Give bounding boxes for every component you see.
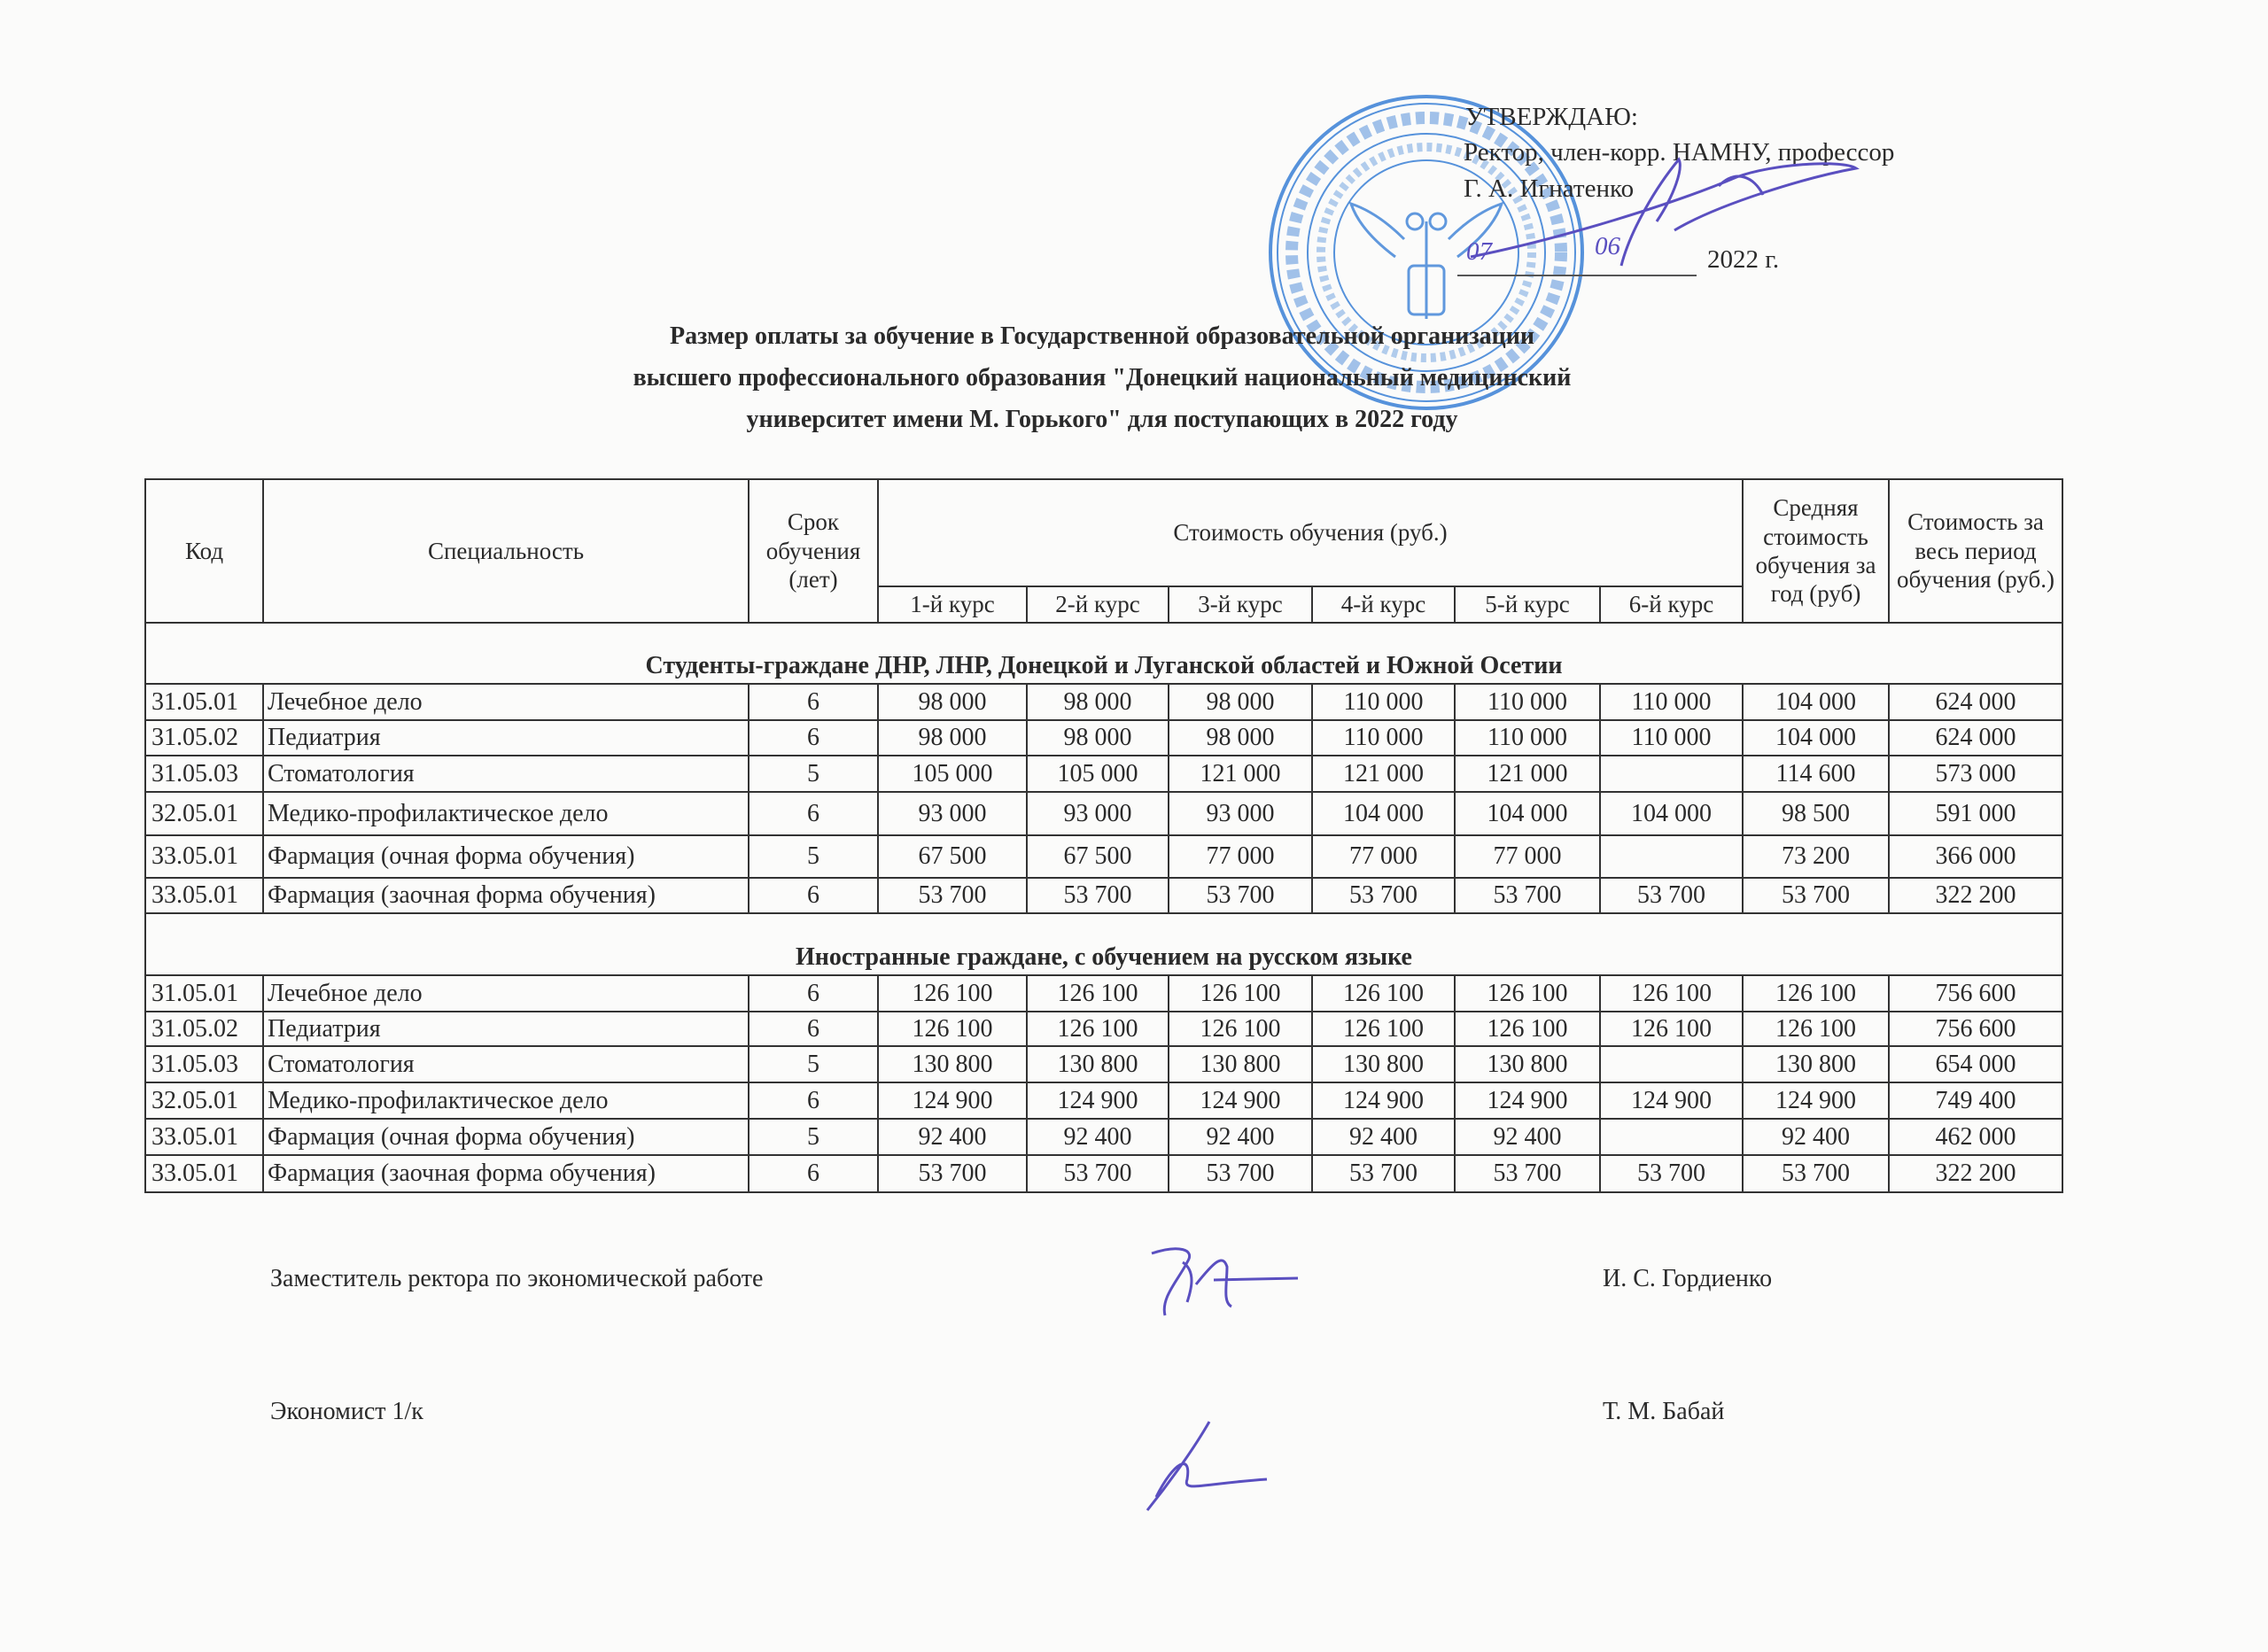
cell-code: 32.05.01 bbox=[145, 1082, 263, 1119]
header-cost-group: Стоимость обучения (руб.) bbox=[878, 479, 1743, 586]
cell-total-cost: 624 000 bbox=[1889, 720, 2062, 756]
cell-course-2-cost: 53 700 bbox=[1027, 1155, 1169, 1192]
table-row bbox=[145, 792, 2062, 835]
cell-duration: 6 bbox=[749, 1012, 878, 1046]
cell-course-1-cost: 92 400 bbox=[878, 1119, 1027, 1155]
cell-average-cost: 92 400 bbox=[1743, 1119, 1889, 1155]
rector-signature bbox=[1453, 142, 1869, 283]
approval-name: Г. А. Игнатенко bbox=[1464, 175, 1635, 203]
cell-duration: 5 bbox=[749, 756, 878, 792]
cell-course-3-cost: 130 800 bbox=[1169, 1046, 1312, 1082]
cell-average-cost: 98 500 bbox=[1743, 792, 1889, 835]
cell-course-3-cost: 121 000 bbox=[1169, 756, 1312, 792]
cell-course-3-cost: 126 100 bbox=[1169, 975, 1312, 1012]
cell-total-cost: 756 600 bbox=[1889, 1012, 2062, 1046]
cell-course-6-cost bbox=[1600, 1119, 1743, 1155]
cell-specialty: Лечебное дело bbox=[263, 684, 749, 720]
cell-average-cost: 124 900 bbox=[1743, 1082, 1889, 1119]
cell-duration: 6 bbox=[749, 684, 878, 720]
cell-course-1-cost: 53 700 bbox=[878, 1155, 1027, 1192]
table-row bbox=[145, 684, 2062, 720]
cell-course-3-cost: 126 100 bbox=[1169, 1012, 1312, 1046]
cell-course-3-cost: 93 000 bbox=[1169, 792, 1312, 835]
signatory-2-name: Т. М. Бабай bbox=[1603, 1398, 1725, 1425]
cell-course-4-cost: 130 800 bbox=[1312, 1046, 1455, 1082]
cell-total-cost: 573 000 bbox=[1889, 756, 2062, 792]
cell-course-4-cost: 124 900 bbox=[1312, 1082, 1455, 1119]
cell-average-cost: 104 000 bbox=[1743, 684, 1889, 720]
cell-specialty: Стоматология bbox=[263, 756, 749, 792]
cell-average-cost: 130 800 bbox=[1743, 1046, 1889, 1082]
approval-date-year: 2022 г. bbox=[1707, 245, 1780, 274]
cell-course-2-cost: 105 000 bbox=[1027, 756, 1169, 792]
deputy-signature bbox=[1143, 1236, 1302, 1324]
section-header-row bbox=[145, 623, 2062, 684]
header-average: Средняя стоимость обучения за год (руб) bbox=[1743, 479, 1889, 623]
header-course-5: 5-й курс bbox=[1455, 586, 1600, 623]
cell-course-5-cost: 53 700 bbox=[1455, 878, 1600, 913]
cell-course-1-cost: 53 700 bbox=[878, 878, 1027, 913]
cell-code: 31.05.03 bbox=[145, 756, 263, 792]
cell-course-4-cost: 110 000 bbox=[1312, 684, 1455, 720]
cell-course-4-cost: 110 000 bbox=[1312, 720, 1455, 756]
table-row bbox=[145, 1155, 2062, 1192]
cell-course-1-cost: 67 500 bbox=[878, 835, 1027, 878]
cell-specialty: Лечебное дело bbox=[263, 975, 749, 1012]
cell-total-cost: 749 400 bbox=[1889, 1082, 2062, 1119]
cell-course-4-cost: 126 100 bbox=[1312, 1012, 1455, 1046]
cell-course-3-cost: 92 400 bbox=[1169, 1119, 1312, 1155]
section-title: Иностранные граждане, с обучением на русском языке bbox=[145, 913, 2062, 975]
cell-total-cost: 624 000 bbox=[1889, 684, 2062, 720]
cell-course-2-cost: 124 900 bbox=[1027, 1082, 1169, 1119]
cell-course-6-cost bbox=[1600, 756, 1743, 792]
cell-course-6-cost: 53 700 bbox=[1600, 878, 1743, 913]
cell-duration: 6 bbox=[749, 792, 878, 835]
cell-course-2-cost: 92 400 bbox=[1027, 1119, 1169, 1155]
cell-total-cost: 756 600 bbox=[1889, 975, 2062, 1012]
cell-course-2-cost: 130 800 bbox=[1027, 1046, 1169, 1082]
cell-course-5-cost: 126 100 bbox=[1455, 975, 1600, 1012]
cell-total-cost: 654 000 bbox=[1889, 1046, 2062, 1082]
cell-total-cost: 366 000 bbox=[1889, 835, 2062, 878]
cell-course-2-cost: 53 700 bbox=[1027, 878, 1169, 913]
table-row bbox=[145, 756, 2062, 792]
cell-course-2-cost: 98 000 bbox=[1027, 684, 1169, 720]
cell-course-6-cost: 126 100 bbox=[1600, 975, 1743, 1012]
cell-specialty: Фармация (очная форма обучения) bbox=[263, 835, 749, 878]
cell-course-6-cost: 110 000 bbox=[1600, 684, 1743, 720]
approval-position: Ректор, член-корр. НАМНУ, профессор bbox=[1464, 138, 1895, 167]
cell-course-6-cost: 126 100 bbox=[1600, 1012, 1743, 1046]
cell-course-4-cost: 126 100 bbox=[1312, 975, 1455, 1012]
cell-course-5-cost: 53 700 bbox=[1455, 1155, 1600, 1192]
cell-specialty: Фармация (очная форма обучения) bbox=[263, 1119, 749, 1155]
cell-code: 31.05.03 bbox=[145, 1046, 263, 1082]
cell-code: 31.05.02 bbox=[145, 720, 263, 756]
cell-code: 33.05.01 bbox=[145, 1119, 263, 1155]
signatory-1-position: Заместитель ректора по экономической работе bbox=[270, 1265, 764, 1292]
table-row bbox=[145, 720, 2062, 756]
cell-specialty: Фармация (заочная форма обучения) bbox=[263, 878, 749, 913]
cell-course-3-cost: 53 700 bbox=[1169, 1155, 1312, 1192]
cell-duration: 6 bbox=[749, 975, 878, 1012]
cell-average-cost: 114 600 bbox=[1743, 756, 1889, 792]
cell-code: 31.05.01 bbox=[145, 684, 263, 720]
header-total: Стоимость за весь период обучения (руб.) bbox=[1889, 479, 2062, 623]
cell-duration: 6 bbox=[749, 1155, 878, 1192]
cell-code: 33.05.01 bbox=[145, 835, 263, 878]
header-duration: Срок обучения (лет) bbox=[749, 479, 878, 623]
cell-course-4-cost: 77 000 bbox=[1312, 835, 1455, 878]
cell-average-cost: 53 700 bbox=[1743, 1155, 1889, 1192]
cell-course-1-cost: 93 000 bbox=[878, 792, 1027, 835]
cell-duration: 6 bbox=[749, 1082, 878, 1119]
cell-duration: 5 bbox=[749, 1119, 878, 1155]
cell-course-6-cost: 53 700 bbox=[1600, 1155, 1743, 1192]
header-course-2: 2-й курс bbox=[1027, 586, 1169, 623]
signatory-2-position: Экономист 1/к bbox=[270, 1398, 423, 1425]
approval-heading: УТВЕРЖДАЮ: bbox=[1465, 103, 1638, 131]
cell-specialty: Медико-профилактическое дело bbox=[263, 1082, 749, 1119]
cell-code: 32.05.01 bbox=[145, 792, 263, 835]
cell-course-6-cost: 104 000 bbox=[1600, 792, 1743, 835]
cell-course-2-cost: 93 000 bbox=[1027, 792, 1169, 835]
cell-course-5-cost: 92 400 bbox=[1455, 1119, 1600, 1155]
cell-course-3-cost: 124 900 bbox=[1169, 1082, 1312, 1119]
cell-duration: 6 bbox=[749, 878, 878, 913]
cell-course-5-cost: 110 000 bbox=[1455, 684, 1600, 720]
cell-course-2-cost: 67 500 bbox=[1027, 835, 1169, 878]
approval-date-day: 07 bbox=[1466, 237, 1492, 266]
cell-course-6-cost bbox=[1600, 835, 1743, 878]
cell-course-4-cost: 53 700 bbox=[1312, 878, 1455, 913]
cell-average-cost: 126 100 bbox=[1743, 975, 1889, 1012]
cell-total-cost: 322 200 bbox=[1889, 1155, 2062, 1192]
cell-course-5-cost: 126 100 bbox=[1455, 1012, 1600, 1046]
header-course-6: 6-й курс bbox=[1600, 586, 1743, 623]
table-row bbox=[145, 1119, 2062, 1155]
cell-course-2-cost: 98 000 bbox=[1027, 720, 1169, 756]
approval-date-month: 06 bbox=[1595, 232, 1620, 260]
cell-course-5-cost: 110 000 bbox=[1455, 720, 1600, 756]
cell-average-cost: 53 700 bbox=[1743, 878, 1889, 913]
table-row bbox=[145, 1082, 2062, 1119]
cell-course-5-cost: 124 900 bbox=[1455, 1082, 1600, 1119]
cell-average-cost: 73 200 bbox=[1743, 835, 1889, 878]
economist-signature bbox=[1138, 1417, 1271, 1515]
cell-course-4-cost: 104 000 bbox=[1312, 792, 1455, 835]
cell-course-4-cost: 53 700 bbox=[1312, 1155, 1455, 1192]
cell-course-1-cost: 126 100 bbox=[878, 975, 1027, 1012]
cell-course-5-cost: 130 800 bbox=[1455, 1046, 1600, 1082]
cell-course-1-cost: 126 100 bbox=[878, 1012, 1027, 1046]
cell-course-3-cost: 98 000 bbox=[1169, 684, 1312, 720]
cell-course-1-cost: 105 000 bbox=[878, 756, 1027, 792]
cell-course-1-cost: 98 000 bbox=[878, 720, 1027, 756]
cell-average-cost: 126 100 bbox=[1743, 1012, 1889, 1046]
table-row bbox=[145, 1012, 2062, 1046]
cell-course-6-cost bbox=[1600, 1046, 1743, 1082]
section-header-row bbox=[145, 913, 2062, 975]
cell-course-1-cost: 98 000 bbox=[878, 684, 1027, 720]
table-row bbox=[145, 835, 2062, 878]
cell-code: 33.05.01 bbox=[145, 1155, 263, 1192]
cell-specialty: Педиатрия bbox=[263, 1012, 749, 1046]
document-title-line-2: высшего профессионального образования "Донецкий национальный медицинский bbox=[633, 364, 1572, 392]
table-row bbox=[145, 1046, 2062, 1082]
cell-course-3-cost: 77 000 bbox=[1169, 835, 1312, 878]
cell-specialty: Фармация (заочная форма обучения) bbox=[263, 1155, 749, 1192]
cell-course-6-cost: 124 900 bbox=[1600, 1082, 1743, 1119]
cell-course-5-cost: 104 000 bbox=[1455, 792, 1600, 835]
cell-average-cost: 104 000 bbox=[1743, 720, 1889, 756]
table-row bbox=[145, 975, 2062, 1012]
cell-course-4-cost: 92 400 bbox=[1312, 1119, 1455, 1155]
cell-specialty: Медико-профилактическое дело bbox=[263, 792, 749, 835]
tuition-fee-table bbox=[144, 478, 2063, 1193]
cell-code: 33.05.01 bbox=[145, 878, 263, 913]
header-course-3: 3-й курс bbox=[1169, 586, 1312, 623]
cell-total-cost: 462 000 bbox=[1889, 1119, 2062, 1155]
table-row bbox=[145, 878, 2062, 913]
cell-total-cost: 591 000 bbox=[1889, 792, 2062, 835]
signatory-1-name: И. С. Гордиенко bbox=[1603, 1265, 1773, 1292]
cell-course-2-cost: 126 100 bbox=[1027, 1012, 1169, 1046]
cell-course-6-cost: 110 000 bbox=[1600, 720, 1743, 756]
cell-duration: 5 bbox=[749, 1046, 878, 1082]
header-code: Код bbox=[145, 479, 263, 623]
header-course-1: 1-й курс bbox=[878, 586, 1027, 623]
cell-code: 31.05.02 bbox=[145, 1012, 263, 1046]
cell-duration: 6 bbox=[749, 720, 878, 756]
cell-specialty: Педиатрия bbox=[263, 720, 749, 756]
document-title-line-1: Размер оплаты за обучение в Государственной образовательной организации bbox=[669, 322, 1535, 350]
cell-course-1-cost: 130 800 bbox=[878, 1046, 1027, 1082]
cell-code: 31.05.01 bbox=[145, 975, 263, 1012]
cell-course-1-cost: 124 900 bbox=[878, 1082, 1027, 1119]
cell-duration: 5 bbox=[749, 835, 878, 878]
cell-course-5-cost: 77 000 bbox=[1455, 835, 1600, 878]
header-course-4: 4-й курс bbox=[1312, 586, 1455, 623]
cell-specialty: Стоматология bbox=[263, 1046, 749, 1082]
section-title: Студенты-граждане ДНР, ЛНР, Донецкой и Луганской областей и Южной Осетии bbox=[145, 623, 2062, 684]
cell-total-cost: 322 200 bbox=[1889, 878, 2062, 913]
document-title-line-3: университет имени М. Горького" для поступающих в 2022 году bbox=[746, 406, 1458, 433]
cell-course-5-cost: 121 000 bbox=[1455, 756, 1600, 792]
cell-course-2-cost: 126 100 bbox=[1027, 975, 1169, 1012]
header-specialty: Специальность bbox=[263, 479, 749, 623]
cell-course-4-cost: 121 000 bbox=[1312, 756, 1455, 792]
cell-course-3-cost: 98 000 bbox=[1169, 720, 1312, 756]
cell-course-3-cost: 53 700 bbox=[1169, 878, 1312, 913]
